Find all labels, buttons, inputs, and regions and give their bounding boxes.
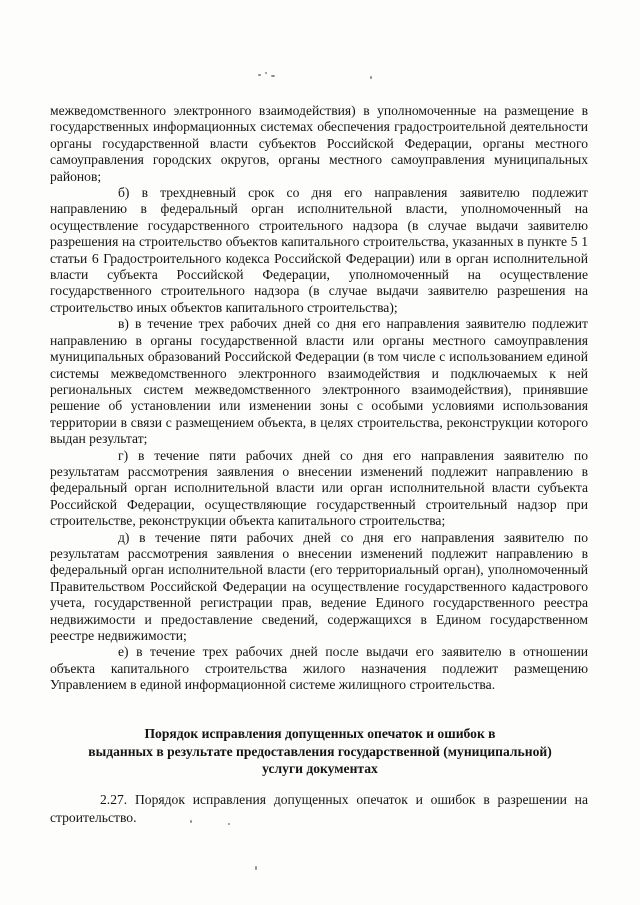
- paragraph-continuation: межведомственного электронного взаимодействия) в уполномоченные на размещение в государственных информационных системах обеспечения градостроительной деятельности органы государственной власти субъектов Российской Федерации, органы местного самоуправления городских округов, органы местного самоуправления муниципальных районов;: [50, 103, 588, 184]
- scan-speck: [255, 866, 257, 870]
- scan-speck: [265, 72, 267, 74]
- paragraph-d: д) в течение пяти рабочих дней со дня его направления заявителю по результатам рассмотрения заявления о внесении изменений подлежит направлению в федеральный орган исполнительной власти (его территориальный орган), уполномоченный Правительством Российской Федерации на осуществление государственного кадастрового учета, государственной регистрации прав, ведение Единого государственного реестра недвижимости и предоставление сведений, содержащихся в Едином государственном реестре недвижимости;: [50, 529, 588, 643]
- body-text: [50, 103, 588, 694]
- heading-line: выданных в результате предоставления государственной (муниципальной): [88, 743, 552, 759]
- scan-speck: [370, 76, 372, 79]
- paragraph-v: в) в течение трех рабочих дней со дня его направления заявителю подлежит направлению в органы государственной власти или органы местного самоуправления муниципальных образований Российской Федерации (в том числе с использованием единой системы межведомственного электронного взаимодействия и подключаемых к ней региональных систем межведомственного электронного взаимодействия), принявшие решение об установлении или изменении зоны с особыми условиями использования территории в связи с размещением объекта, в целях строительства, реконструкции которого выдан результат;: [50, 316, 588, 447]
- section-heading: [40, 725, 600, 778]
- paragraph-b: б) в трехдневный срок со дня его направления заявителю подлежит направлению в федеральный орган исполнительной власти, уполномоченный на осуществление государственного строительного надзора (в случае выдачи заявителю разрешения на строительство объектов капитального строительства, указанных в пункте 5 1 статьи 6 Градостроительного кодекса Российской Федерации) или в орган исполнительной власти субъекта Российской Федерации, уполномоченный на осуществление государственного строительного надзора (в случае выдачи заявителю разрешения на строительство иных объектов капитального строительства);: [50, 185, 588, 315]
- paragraph-e: е) в течение трех рабочих дней после выдачи его заявителю в отношении объекта капитального строительства жилого назначения подлежит размещению Управлением в единой информационной системе жилищного строительства.: [50, 644, 588, 693]
- heading-line: Порядок исправления допущенных опечаток и ошибок в: [144, 726, 496, 741]
- paragraph-2-27: 2.27. Порядок исправления допущенных опечаток и ошибок в разрешении на строительство.: [50, 792, 588, 825]
- scan-speck: [258, 74, 261, 76]
- paragraph-g: г) в течение пяти рабочих дней со дня его направления заявителю по результатам рассмотрения заявления о внесении изменений подлежит направлению в федеральный орган исполнительной власти или орган исполнительной власти субъекта Российской Федерации, осуществляющие государственный строительный надзор при строительстве, реконструкции объекта капитального строительства;: [50, 447, 588, 529]
- scan-speck: [271, 75, 275, 77]
- heading-line: услуги документах: [262, 761, 378, 776]
- closing-section: [50, 791, 588, 827]
